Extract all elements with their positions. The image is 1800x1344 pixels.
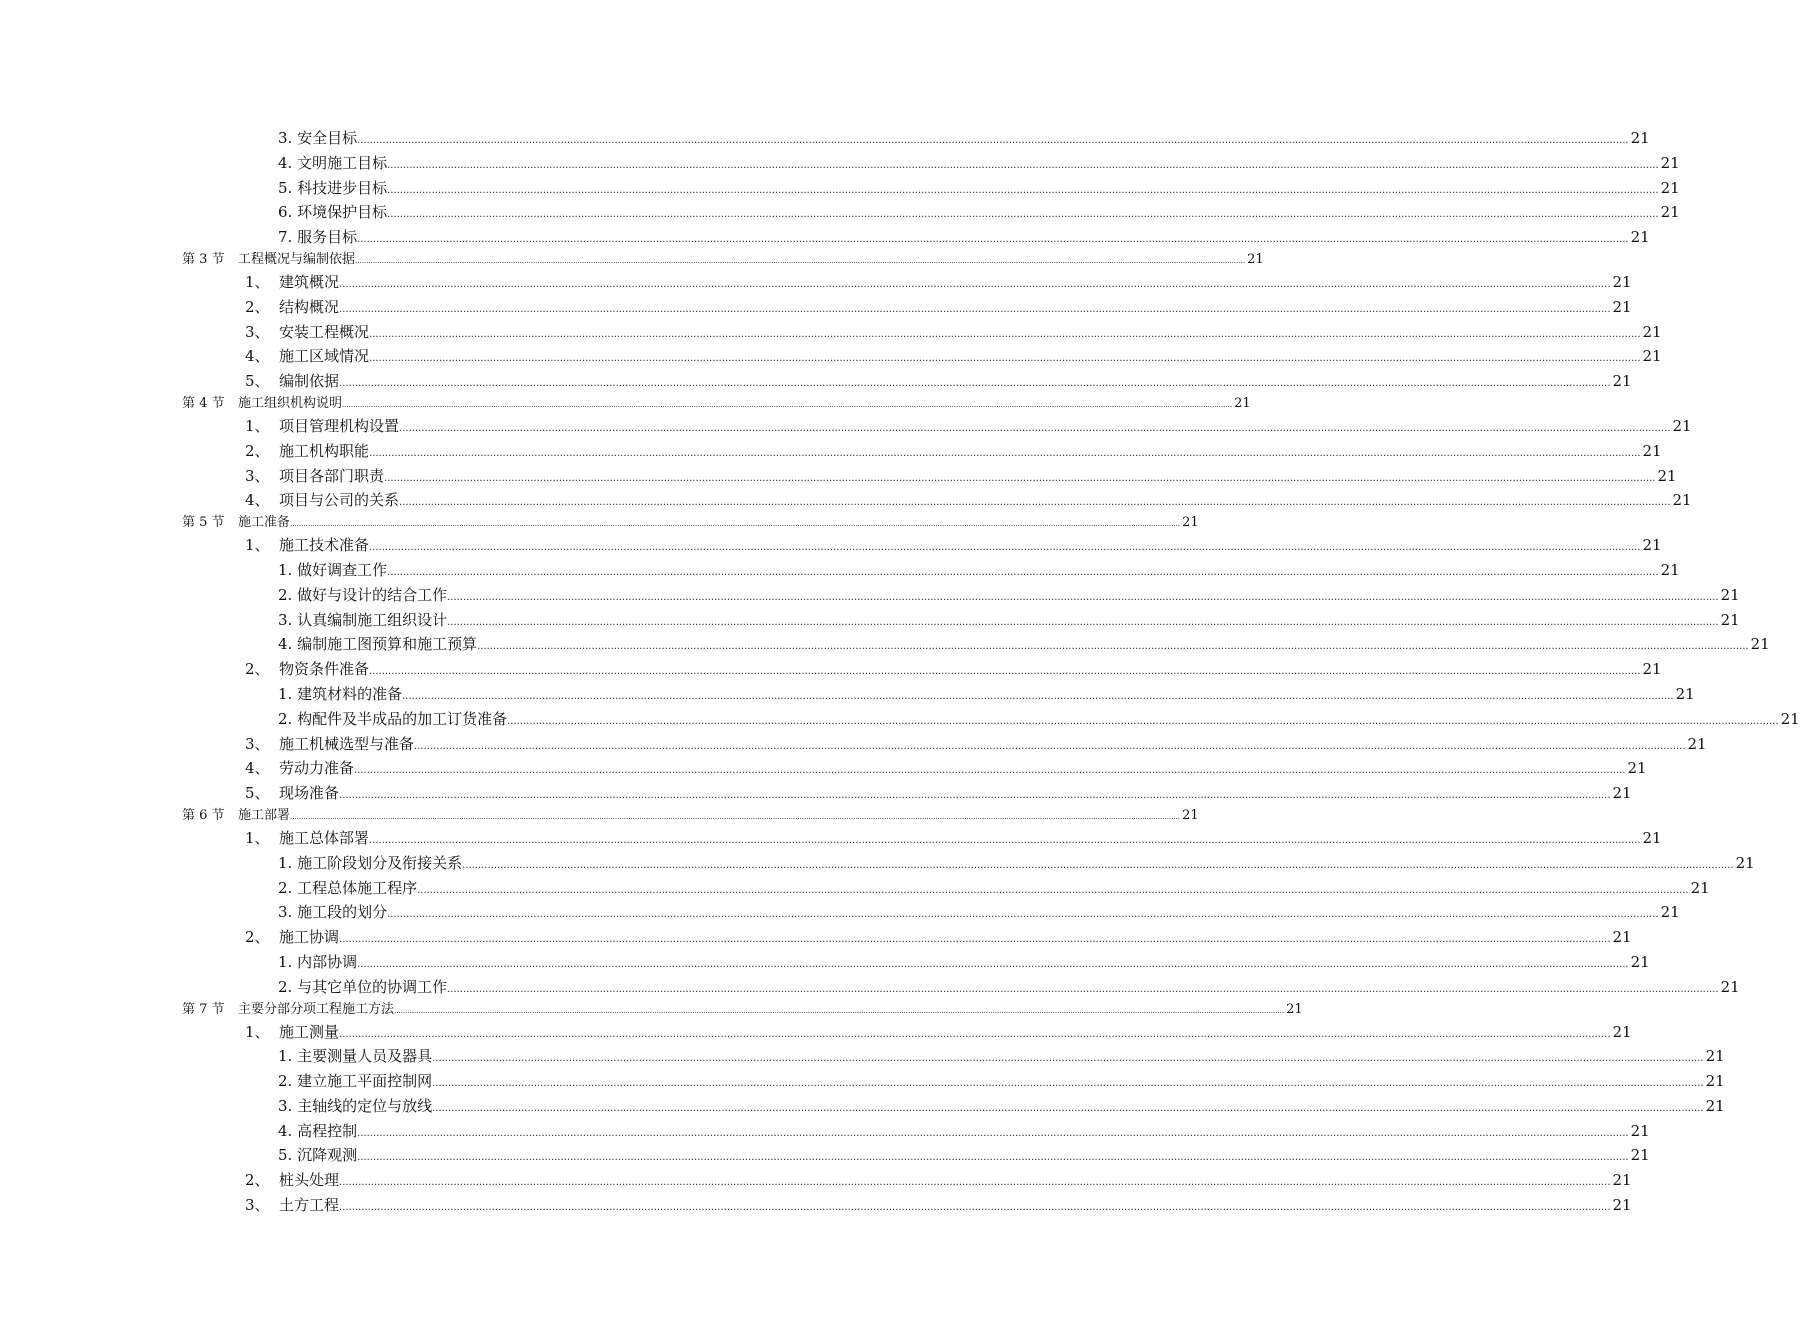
toc-entry[interactable]: [0, 295, 1632, 320]
dot-leader: ................................................................................................................................................................................................................................................................................................................................................................................................................: [339, 378, 1611, 390]
toc-entry-title: 6. 环境保护目标: [278, 203, 388, 222]
toc-entry-title: 4. 编制施工图预算和施工预算: [278, 635, 478, 654]
toc-entry-number: 1、: [245, 416, 270, 435]
toc-entry-title: 施工机构职能: [279, 441, 370, 460]
toc-entry-title: 建筑概况: [279, 272, 340, 291]
dot-leader: ................................................................................................................................................................................................................................................................................................................................................................................................................: [355, 256, 1246, 265]
toc-entry[interactable]: [0, 632, 1770, 657]
toc-entry-label: [278, 1143, 357, 1168]
toc-entry-label: [245, 781, 339, 806]
toc-entry-number: 4、: [245, 347, 270, 366]
dot-leader: ................................................................................................................................................................................................................................................................................................................................................................................................................: [417, 884, 1689, 896]
toc-entry-page-number: 21: [1627, 759, 1647, 778]
toc-entry-label: [278, 682, 402, 707]
toc-entry[interactable]: [0, 682, 1695, 707]
toc-entry-label: [182, 250, 355, 270]
toc-entry-title: 1. 建筑材料的准备: [278, 684, 403, 703]
toc-entry[interactable]: [0, 1044, 1725, 1069]
toc-entry-page-number: 21: [1780, 709, 1800, 728]
toc-entry-page-number: 21: [1612, 1022, 1632, 1041]
dot-leader: ................................................................................................................................................................................................................................................................................................................................................................................................................: [399, 422, 1671, 434]
toc-entry[interactable]: [0, 756, 1647, 781]
toc-entry-page-number: 21: [1660, 153, 1680, 172]
toc-entry-number: 2、: [245, 660, 270, 679]
toc-entry[interactable]: [0, 806, 1199, 826]
toc-entry-label: [278, 1094, 432, 1119]
toc-entry-number: 4、: [245, 491, 270, 510]
toc-entry-title: 1. 内部协调: [278, 952, 358, 971]
toc-entry-title: 7. 服务目标: [278, 228, 358, 247]
toc-entry-title: 项目管理机构设置: [279, 416, 400, 435]
dot-leader: ................................................................................................................................................................................................................................................................................................................................................................................................................: [357, 958, 1629, 970]
toc-entry-number: 3、: [245, 466, 270, 485]
toc-entry-page-number: 21: [1672, 416, 1692, 435]
dot-leader: ................................................................................................................................................................................................................................................................................................................................................................................................................: [387, 566, 1659, 578]
toc-entry-title: 2. 建立施工平面控制网: [278, 1072, 433, 1091]
toc-entry-label: [245, 414, 399, 439]
toc-entry[interactable]: [0, 394, 1251, 414]
toc-entry-title: 劳动力准备: [279, 759, 355, 778]
toc-entry-title: 施工区域情况: [279, 347, 370, 366]
dot-leader: ................................................................................................................................................................................................................................................................................................................................................................................................................: [354, 765, 1626, 777]
toc-entry[interactable]: [0, 513, 1199, 533]
toc-entry-number: 4、: [245, 759, 270, 778]
toc-entry-label: [245, 295, 339, 320]
toc-entry[interactable]: [0, 558, 1680, 583]
dot-leader: ................................................................................................................................................................................................................................................................................................................................................................................................................: [369, 447, 1641, 459]
toc-entry-label: [278, 1044, 432, 1069]
toc-entry-title: 4. 文明施工目标: [278, 153, 388, 172]
toc-entry-title: 主要分部分项工程施工方法: [238, 1001, 395, 1017]
dot-leader: ................................................................................................................................................................................................................................................................................................................................................................................................................: [339, 278, 1611, 290]
toc-entry-page-number: 21: [1750, 635, 1770, 654]
toc-entry-title: 项目各部门职责: [279, 466, 385, 485]
dot-leader: ................................................................................................................................................................................................................................................................................................................................................................................................................: [357, 135, 1629, 146]
toc-entry[interactable]: [0, 975, 1740, 1000]
dot-leader: ................................................................................................................................................................................................................................................................................................................................................................................................................: [387, 184, 1659, 196]
toc-entry-page-number: 21: [1630, 228, 1650, 247]
toc-entry-label: [278, 900, 387, 925]
dot-leader: ................................................................................................................................................................................................................................................................................................................................................................................................................: [387, 159, 1659, 171]
toc-entry-page-number: 21: [1660, 178, 1680, 197]
toc-entry[interactable]: [0, 414, 1692, 439]
toc-entry-number: 1、: [245, 272, 270, 291]
toc-entry-number: 3、: [245, 1196, 270, 1215]
toc-entry-page-number: 21: [1612, 372, 1632, 391]
toc-entry[interactable]: [0, 1000, 1303, 1020]
toc-entry-title: 现场准备: [279, 784, 340, 803]
toc-entry-page-number: 21: [1657, 466, 1677, 485]
toc-entry[interactable]: [0, 781, 1632, 806]
toc-entry[interactable]: [0, 533, 1662, 558]
toc-entry-title: 土方工程: [279, 1196, 340, 1215]
dot-leader: ................................................................................................................................................................................................................................................................................................................................................................................................................: [290, 812, 1181, 821]
toc-entry-page-number: 21: [1630, 129, 1650, 147]
toc-entry-title: 施工测量: [279, 1022, 340, 1041]
toc-entry-number: 2、: [245, 928, 270, 947]
toc-entry[interactable]: [0, 369, 1632, 394]
toc-entry-number: 2、: [245, 297, 270, 316]
dot-leader: ................................................................................................................................................................................................................................................................................................................................................................................................................: [339, 1028, 1611, 1040]
toc-entry-label: [278, 1069, 432, 1094]
toc-entry[interactable]: [0, 488, 1692, 513]
dot-leader: ................................................................................................................................................................................................................................................................................................................................................................................................................: [447, 591, 1719, 603]
dot-leader: ................................................................................................................................................................................................................................................................................................................................................................................................................: [394, 1006, 1285, 1015]
toc-entry-page-number: 21: [1690, 878, 1710, 897]
toc-entry[interactable]: [0, 876, 1710, 901]
toc-entry-label: [278, 225, 357, 250]
toc-entry-title: 2. 与其它单位的协调工作: [278, 977, 448, 996]
dot-leader: ................................................................................................................................................................................................................................................................................................................................................................................................................: [414, 740, 1686, 752]
toc-entry-number: 5、: [245, 784, 270, 803]
dot-leader: ................................................................................................................................................................................................................................................................................................................................................................................................................: [339, 303, 1611, 315]
dot-leader: ................................................................................................................................................................................................................................................................................................................................................................................................................: [402, 690, 1674, 702]
dot-leader: ................................................................................................................................................................................................................................................................................................................................................................................................................: [357, 234, 1629, 246]
toc-entry-label: [245, 369, 339, 394]
toc-entry-label: [245, 344, 369, 369]
dot-leader: ................................................................................................................................................................................................................................................................................................................................................................................................................: [369, 834, 1641, 846]
toc-entry-title: 2. 构配件及半成品的加工订货准备: [278, 709, 508, 728]
toc-entry-page-number: 21: [1675, 684, 1695, 703]
table-of-contents: [0, 126, 1800, 1218]
toc-entry-title: 结构概况: [279, 297, 340, 316]
toc-entry-label: [278, 176, 387, 201]
toc-entry-label: [278, 151, 387, 176]
toc-entry[interactable]: [0, 439, 1662, 464]
toc-entry[interactable]: [0, 250, 1264, 270]
toc-entry-label: [182, 513, 290, 533]
toc-entry-label: [245, 1020, 339, 1045]
toc-entry-label: [245, 826, 369, 851]
toc-entry[interactable]: [0, 851, 1755, 876]
toc-entry-page-number: 21: [1247, 251, 1264, 267]
toc-entry-number: 1、: [245, 1022, 270, 1041]
toc-entry-title: 3. 施工段的划分: [278, 903, 388, 922]
toc-entry[interactable]: [0, 900, 1680, 925]
toc-entry-label: [245, 533, 369, 558]
dot-leader: ................................................................................................................................................................................................................................................................................................................................................................................................................: [369, 666, 1641, 678]
toc-entry-label: [182, 806, 290, 826]
toc-entry[interactable]: [0, 1020, 1632, 1045]
dot-leader: ................................................................................................................................................................................................................................................................................................................................................................................................................: [339, 790, 1611, 802]
toc-entry-number: 第 5 节: [182, 515, 225, 531]
toc-entry-page-number: 21: [1735, 853, 1755, 872]
toc-entry-page-number: 21: [1630, 1121, 1650, 1140]
toc-entry-page-number: 21: [1660, 903, 1680, 922]
toc-entry[interactable]: [0, 176, 1680, 201]
dot-leader: ................................................................................................................................................................................................................................................................................................................................................................................................................: [432, 1053, 1704, 1065]
dot-leader: ................................................................................................................................................................................................................................................................................................................................................................................................................: [290, 520, 1181, 529]
toc-entry-page-number: 21: [1705, 1096, 1725, 1115]
toc-entry-page-number: 21: [1286, 1001, 1303, 1017]
toc-entry-label: [245, 270, 339, 295]
toc-entry-label: [278, 707, 507, 732]
toc-entry-title: 1. 做好调查工作: [278, 560, 388, 579]
toc-entry-title: 施工机械选型与准备: [279, 734, 415, 753]
dot-leader: ................................................................................................................................................................................................................................................................................................................................................................................................................: [432, 1078, 1704, 1090]
toc-entry[interactable]: [0, 732, 1707, 757]
toc-entry[interactable]: [0, 608, 1740, 633]
toc-entry-label: [278, 583, 447, 608]
toc-entry-title: 物资条件准备: [279, 660, 370, 679]
toc-entry-title: 5. 科技进步目标: [278, 178, 388, 197]
toc-entry-page-number: 21: [1642, 660, 1662, 679]
toc-entry-title: 3. 主轴线的定位与放线: [278, 1096, 433, 1115]
toc-entry-title: 施工协调: [279, 928, 340, 947]
toc-entry[interactable]: [0, 270, 1632, 295]
toc-entry-label: [278, 975, 447, 1000]
toc-entry-label: [245, 732, 414, 757]
toc-entry-label: [245, 464, 384, 489]
toc-entry-title: 施工准备: [238, 515, 291, 531]
toc-entry-title: 3. 安全目标: [278, 129, 358, 147]
toc-entry-page-number: 21: [1660, 560, 1680, 579]
toc-entry[interactable]: [0, 1143, 1650, 1168]
toc-entry-page-number: 21: [1612, 1196, 1632, 1215]
dot-leader: ................................................................................................................................................................................................................................................................................................................................................................................................................: [387, 209, 1659, 221]
toc-entry-title: 1. 施工阶段划分及衔接关系: [278, 853, 463, 872]
toc-entry-number: 第 3 节: [182, 251, 225, 267]
dot-leader: ................................................................................................................................................................................................................................................................................................................................................................................................................: [399, 497, 1671, 509]
toc-entry-page-number: 21: [1234, 395, 1251, 411]
toc-entry-page-number: 21: [1630, 1146, 1650, 1165]
dot-leader: ................................................................................................................................................................................................................................................................................................................................................................................................................: [342, 400, 1233, 409]
toc-entry-number: 第 6 节: [182, 807, 225, 823]
toc-entry-page-number: 21: [1182, 807, 1199, 823]
toc-entry-label: [278, 558, 387, 583]
toc-entry[interactable]: [0, 1094, 1725, 1119]
toc-entry-title: 施工部署: [238, 807, 291, 823]
toc-entry-label: [278, 1119, 357, 1144]
toc-entry-page-number: 21: [1642, 347, 1662, 366]
toc-entry-label: [245, 657, 369, 682]
toc-entry-page-number: 21: [1705, 1072, 1725, 1091]
toc-entry-label: [245, 488, 399, 513]
dot-leader: ................................................................................................................................................................................................................................................................................................................................................................................................................: [432, 1102, 1704, 1114]
toc-entry-page-number: 21: [1612, 784, 1632, 803]
toc-entry-label: [245, 1168, 339, 1193]
toc-entry[interactable]: [0, 950, 1650, 975]
toc-entry-title: 工程概况与编制依据: [238, 251, 356, 267]
toc-entry-page-number: 21: [1720, 585, 1740, 604]
toc-entry-title: 4. 高程控制: [278, 1121, 358, 1140]
dot-leader: ................................................................................................................................................................................................................................................................................................................................................................................................................: [369, 353, 1641, 365]
toc-entry-title: 2. 工程总体施工程序: [278, 878, 418, 897]
dot-leader: ................................................................................................................................................................................................................................................................................................................................................................................................................: [447, 616, 1719, 628]
toc-entry-label: [278, 126, 357, 151]
toc-entry-page-number: 21: [1612, 297, 1632, 316]
toc-entry-title: 安装工程概况: [279, 322, 370, 341]
toc-entry-number: 1、: [245, 828, 270, 847]
toc-entry-label: [278, 608, 447, 633]
dot-leader: ................................................................................................................................................................................................................................................................................................................................................................................................................: [339, 1202, 1611, 1214]
toc-entry-page-number: 21: [1642, 828, 1662, 847]
toc-entry-number: 第 7 节: [182, 1001, 225, 1017]
toc-entry-title: 桩头处理: [279, 1171, 340, 1190]
toc-entry-page-number: 21: [1612, 928, 1632, 947]
toc-entry-title: 编制依据: [279, 372, 340, 391]
dot-leader: ................................................................................................................................................................................................................................................................................................................................................................................................................: [477, 641, 1749, 653]
toc-entry-label: [278, 876, 417, 901]
toc-entry[interactable]: [0, 925, 1632, 950]
toc-entry-number: 2、: [245, 441, 270, 460]
dot-leader: ................................................................................................................................................................................................................................................................................................................................................................................................................: [387, 909, 1659, 921]
toc-entry-page-number: 21: [1642, 441, 1662, 460]
toc-entry-label: [245, 1193, 339, 1218]
toc-entry[interactable]: [0, 464, 1677, 489]
toc-entry-title: 5. 沉降观测: [278, 1146, 358, 1165]
toc-entry[interactable]: [0, 583, 1740, 608]
toc-entry-label: [278, 950, 357, 975]
toc-entry-label: [278, 200, 387, 225]
dot-leader: ................................................................................................................................................................................................................................................................................................................................................................................................................: [339, 934, 1611, 946]
dot-leader: ................................................................................................................................................................................................................................................................................................................................................................................................................: [369, 328, 1641, 340]
toc-entry[interactable]: [0, 826, 1662, 851]
toc-entry-title: 施工组织机构说明: [238, 395, 343, 411]
dot-leader: ................................................................................................................................................................................................................................................................................................................................................................................................................: [447, 983, 1719, 995]
dot-leader: ................................................................................................................................................................................................................................................................................................................................................................................................................: [462, 859, 1734, 871]
dot-leader: ................................................................................................................................................................................................................................................................................................................................................................................................................: [357, 1127, 1629, 1139]
toc-entry-title: 2. 做好与设计的结合工作: [278, 585, 448, 604]
toc-entry-title: 施工总体部署: [279, 828, 370, 847]
toc-entry[interactable]: [0, 225, 1650, 250]
toc-entry-label: [245, 756, 354, 781]
dot-leader: ................................................................................................................................................................................................................................................................................................................................................................................................................: [339, 1177, 1611, 1189]
dot-leader: ................................................................................................................................................................................................................................................................................................................................................................................................................: [384, 472, 1656, 484]
toc-entry-title: 3. 认真编制施工组织设计: [278, 610, 448, 629]
toc-entry-page-number: 21: [1630, 952, 1650, 971]
toc-entry-label: [278, 851, 462, 876]
dot-leader: ................................................................................................................................................................................................................................................................................................................................................................................................................: [369, 542, 1641, 554]
toc-entry[interactable]: [0, 1168, 1632, 1193]
dot-leader: ................................................................................................................................................................................................................................................................................................................................................................................................................: [507, 715, 1779, 727]
toc-entry[interactable]: [0, 1193, 1632, 1218]
toc-entry-page-number: 21: [1687, 734, 1707, 753]
toc-entry-page-number: 21: [1705, 1047, 1725, 1066]
toc-entry-number: 3、: [245, 322, 270, 341]
toc-entry-number: 第 4 节: [182, 395, 225, 411]
toc-entry-page-number: 21: [1720, 610, 1740, 629]
toc-entry-page-number: 21: [1182, 515, 1199, 531]
toc-entry[interactable]: [0, 707, 1800, 732]
toc-entry-page-number: 21: [1672, 491, 1692, 510]
toc-entry-label: [182, 394, 342, 414]
toc-entry-label: [245, 320, 369, 345]
toc-entry-page-number: 21: [1660, 203, 1680, 222]
toc-entry[interactable]: [0, 344, 1662, 369]
toc-entry-page-number: 21: [1642, 322, 1662, 341]
toc-entry-page-number: 21: [1720, 977, 1740, 996]
toc-entry[interactable]: [0, 1069, 1725, 1094]
toc-entry-number: 2、: [245, 1171, 270, 1190]
toc-entry-label: [245, 925, 339, 950]
dot-leader: ................................................................................................................................................................................................................................................................................................................................................................................................................: [357, 1152, 1629, 1164]
toc-entry-number: 3、: [245, 734, 270, 753]
toc-entry-label: [278, 632, 477, 657]
toc-entry[interactable]: [0, 657, 1662, 682]
toc-entry-page-number: 21: [1642, 536, 1662, 555]
toc-entry[interactable]: [0, 320, 1662, 345]
toc-entry-title: 1. 主要测量人员及器具: [278, 1047, 433, 1066]
toc-entry-page-number: 21: [1612, 272, 1632, 291]
toc-entry[interactable]: [0, 126, 1650, 151]
toc-entry-label: [245, 439, 369, 464]
toc-entry[interactable]: [0, 1119, 1650, 1144]
toc-entry-title: 施工技术准备: [279, 536, 370, 555]
toc-entry-label: [182, 1000, 394, 1020]
toc-entry-number: 5、: [245, 372, 270, 391]
toc-entry[interactable]: [0, 151, 1680, 176]
toc-entry-number: 1、: [245, 536, 270, 555]
toc-entry[interactable]: [0, 200, 1680, 225]
toc-entry-page-number: 21: [1612, 1171, 1632, 1190]
toc-entry-title: 项目与公司的关系: [279, 491, 400, 510]
